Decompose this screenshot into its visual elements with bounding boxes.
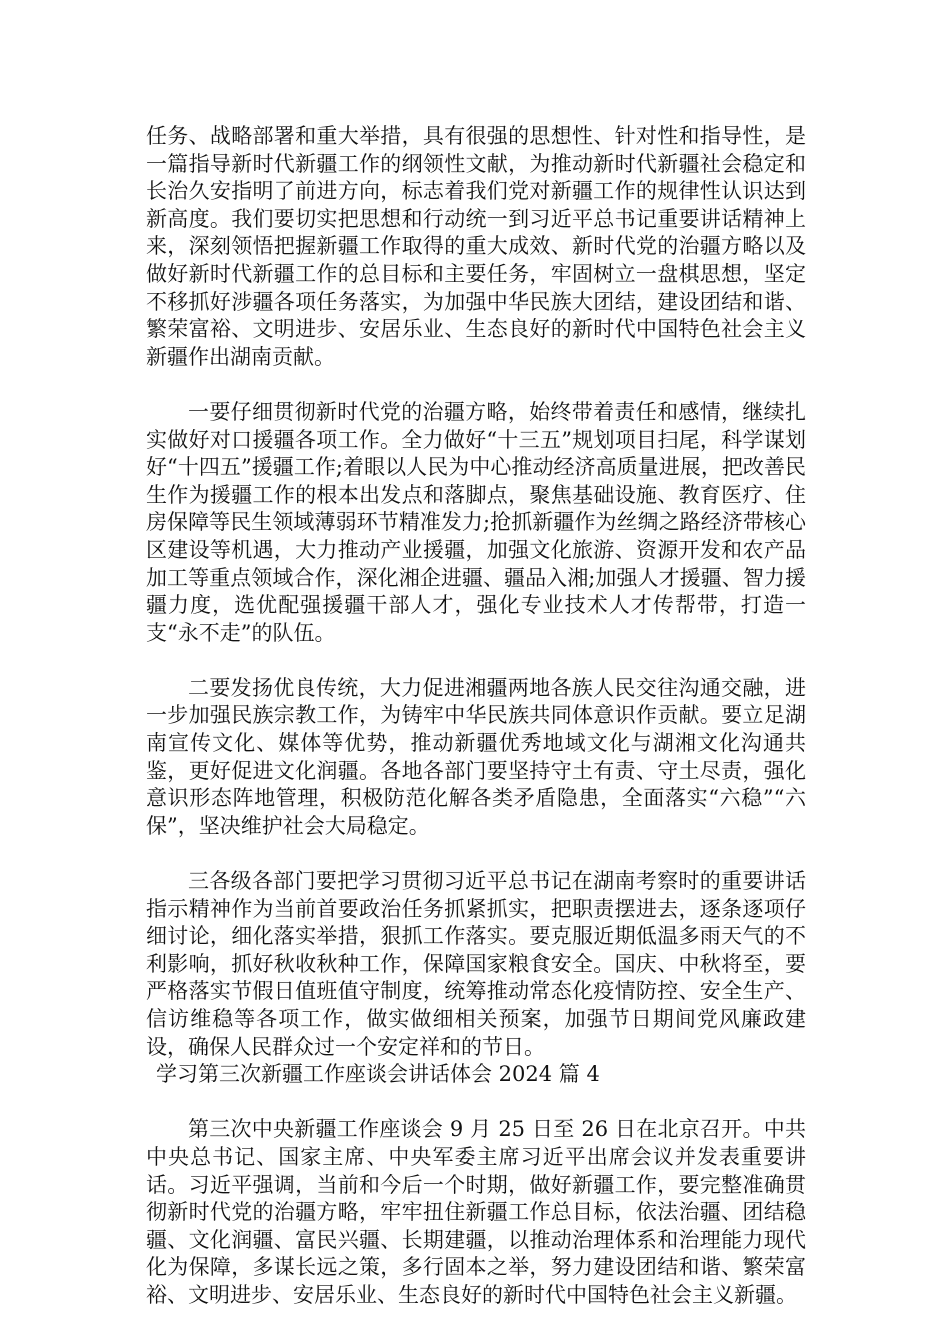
paragraph-meeting-summary: 第三次中央新疆工作座谈会 9 月 25 日至 26 日在北京召开。中共中央总书记、国家主席、中央军委主席习近平出席会议并发表重要讲话。习近平强调，当前和今后一个时期，做好新疆工作，要完整准确贯彻新时代党的治疆方略，牢牢扭住新疆工作总目标，依法治疆、团结稳疆、文化润疆、富民兴疆、长期建疆，以推动治理体系和治理能力现代化为保障，多谋长远之策，多行固本之举，努力建设团结和谐、繁荣富裕、文明进步、安居乐业、生态良好的新时代中国特色社会主义新疆。: [146, 1117, 806, 1307]
document-body: [146, 123, 806, 1310]
paragraph-point-one: 一要仔细贯彻新时代党的治疆方略，始终带着责任和感情，继续扎实做好对口援疆各项工作。全力做好“十三五”规划项目扫尾，科学谋划好“十四五”援疆工作;着眼以人民为中心推动经济高质量进展，把改善民生作为援疆工作的根本出发点和落脚点，聚焦基础设施、教育医疗、住房保障等民生领域薄弱环节精准发力;抢抓新疆作为丝绸之路经济带核心区建设等机遇，大力推动产业援疆，加强文化旅游、资源开发和农产品加工等重点领域合作，深化湘企进疆、疆品入湘;加强人才援疆、智力援疆力度，选优配强援疆干部人才，强化专业技术人才传帮带，打造一支“永不走”的队伍。: [146, 399, 806, 645]
paragraph-point-two: 二要发扬优良传统，大力促进湘疆两地各族人民交往沟通交融，进一步加强民族宗教工作，为铸牢中华民族共同体意识作贡献。要立足湖南宣传文化、媒体等优势，推动新疆优秀地域文化与湖湘文化沟通共鉴，更好促进文化润疆。各地各部门要坚持守土有责、守土尽责，强化意识形态阵地管理，积极防范化解各类矛盾隐患，全面落实“六稳”“六保”，坚决维护社会大局稳定。: [146, 675, 806, 838]
paragraph-gap: [146, 647, 806, 675]
paragraph-point-three: 三各级各部门要把学习贯彻习近平总书记在湖南考察时的重要讲话指示精神作为当前首要政治任务抓紧抓实，把职责摆进去，逐条逐项仔细讨论，细化落实举措，狠抓工作落实。要克服近期低温多雨天气的不利影响，抓好秋收秋种工作，保障国家粮食安全。国庆、中秋将至，要严格落实节假日值班值守制度，统筹推动常态化疫情防控、安全生产、信访维稳等各项工作，做实做细相关预案，加强节日期间党风廉政建设，确保人民群众过一个安定祥和的节日。: [146, 869, 806, 1059]
paragraph-gap: [146, 371, 806, 399]
section-heading: 学习第三次新疆工作座谈会讲话体会 2024 篇 4: [156, 1062, 600, 1087]
paragraph-gap: [146, 840, 806, 868]
paragraph-continuation: 任务、战略部署和重大举措，具有很强的思想性、针对性和指导性，是一篇指导新时代新疆工作的纲领性文献，为推动新时代新疆社会稳定和长治久安指明了前进方向，标志着我们党对新疆工作的规律性认识达到新高度。我们要切实把思想和行动统一到习近平总书记重要讲话精神上来，深刻领悟把握新疆工作取得的重大成效、新时代党的治疆方略以及做好新时代新疆工作的总目标和主要任务，牢固树立一盘棋思想，坚定不移抓好涉疆各项任务落实，为加强中华民族大团结，建设团结和谐、繁荣富裕、文明进步、安居乐业、生态良好的新时代中国特色社会主义新疆作出湖南贡献。: [146, 124, 806, 369]
paragraph-gap: [146, 1089, 806, 1117]
